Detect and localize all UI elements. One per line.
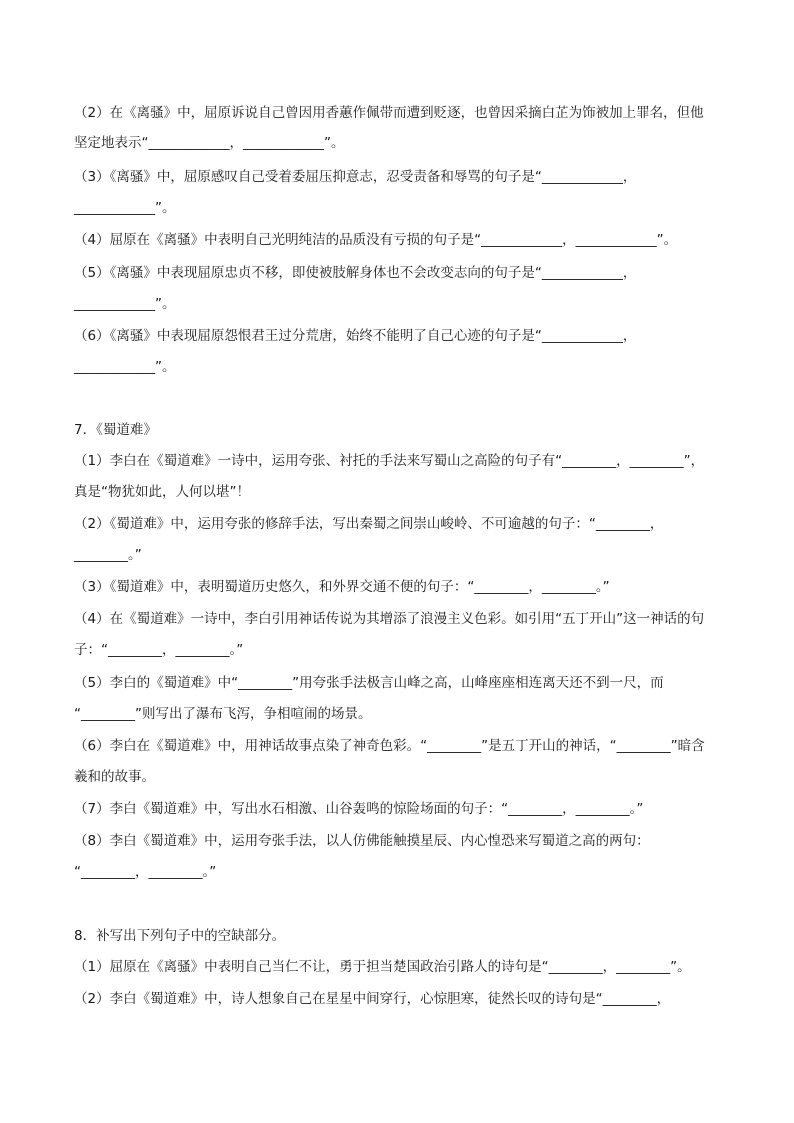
question-7-4-line-1: （4）在《蜀道难》一诗中，李白引用神话传说为其增添了浪漫主义色彩。如引用“五丁开山”这一神话的句 xyxy=(74,611,705,627)
question-6-2-line-2: 坚定地表示“____________，____________”。 xyxy=(74,135,345,151)
question-6-6-line-2: ____________”。 xyxy=(74,359,176,375)
question-7-1-line-1: （1）李白在《蜀道难》一诗中，运用夸张、衬托的手法来写蜀山之高险的句子有“________，________”， xyxy=(74,453,705,469)
question-7-2-line-1: （2）《蜀道难》中，运用夸张的修辞手法，写出秦蜀之间崇山峻岭、不可逾越的句子：“________， xyxy=(74,516,664,532)
question-8-2-line-1: （2）李白《蜀道难》中，诗人想象自己在星星中间穿行，心惊胆寒，徒然长叹的诗句是“________， xyxy=(74,991,671,1007)
question-7-8-line-2: “________，________。” xyxy=(74,864,217,880)
question-8-1-line-1: （1）屈原在《离骚》中表明自己当仁不让，勇于担当楚国政治引路人的诗句是“________，________”。 xyxy=(74,959,691,975)
question-7-8-line-1: （8）李白《蜀道难》中，运用夸张手法，以人仿佛能触摸星辰、内心惶恐来写蜀道之高的两句： xyxy=(74,833,650,849)
question-6-3-line-2: ____________”。 xyxy=(74,200,176,216)
section-7-title: 7．《蜀道难》 xyxy=(74,422,157,438)
question-7-2-line-2: ________。” xyxy=(74,547,142,563)
question-7-6-line-2: 羲和的故事。 xyxy=(74,769,155,785)
question-6-3-line-1: （3）《离骚》中，屈原感叹自己受着委屈压抑意志，忍受责备和辱骂的句子是“____________， xyxy=(74,169,637,185)
question-7-4-line-2: 子：“________，________。” xyxy=(74,642,244,658)
question-6-6-line-1: （6）《离骚》中表现屈原怨恨君王过分荒唐，始终不能明了自己心迹的句子是“____________， xyxy=(74,328,637,344)
question-7-5-line-1: （5）李白的《蜀道难》中“________”用夸张手法极言山峰之高，山峰座座相连离天还不到一尺，而 xyxy=(74,675,664,691)
question-6-5-line-1: （5）《离骚》中表现屈原忠贞不移，即使被肢解身体也不会改变志向的句子是“____________， xyxy=(74,265,637,281)
question-7-7-line-1: （7）李白《蜀道难》中，写出水石相激、山谷轰鸣的惊险场面的句子：“________，________。” xyxy=(74,801,644,817)
question-7-3-line-1: （3）《蜀道难》中，表明蜀道历史悠久，和外界交通不便的句子：“________，________。” xyxy=(74,579,610,595)
question-6-2-line-1: （2）在《离骚》中，屈原诉说自己曾因用香蕙作佩带而遭到贬逐，也曾因采摘白芷为饰被加上罪名，但他 xyxy=(74,105,704,121)
question-7-1-line-2: 真是“物犹如此，人何以堪”！ xyxy=(74,484,250,500)
question-7-6-line-1: （6）李白在《蜀道难》中，用神话故事点染了神奇色彩。“________”是五丁开山的神话，“________”暗含 xyxy=(74,738,705,754)
question-6-5-line-2: ____________”。 xyxy=(74,296,176,312)
question-7-5-line-2: “________”则写出了瀑布飞泻，争相喧闹的场景。 xyxy=(74,706,372,722)
question-6-4-line-1: （4）屈原在《离骚》中表明自己光明纯洁的品质没有亏损的句子是“____________，____________”。 xyxy=(74,232,678,248)
section-8-title: 8．补写出下列句子中的空缺部分。 xyxy=(74,928,286,944)
